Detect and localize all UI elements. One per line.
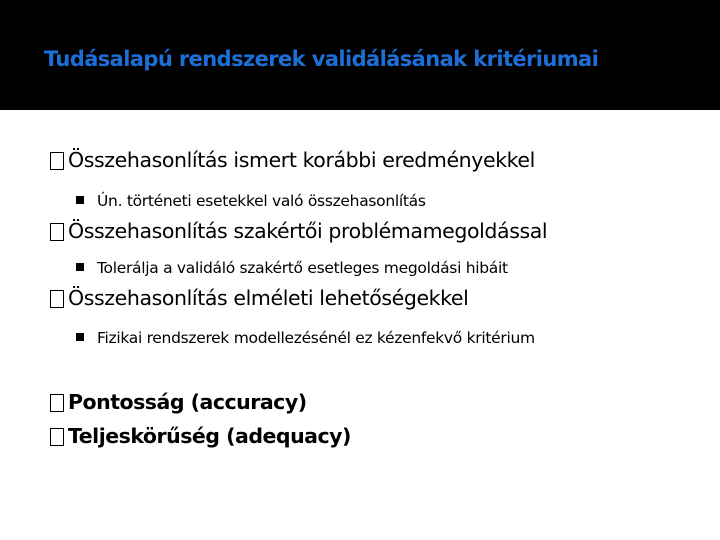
square-bullet-icon [76, 263, 84, 271]
box-icon [50, 428, 64, 446]
bullet-text: Összehasonlítás szakértői problémamegoldással [68, 219, 548, 243]
bullet-item [50, 390, 307, 414]
bullet-text: Összehasonlítás ismert korábbi eredményekkel [68, 148, 535, 172]
slide-title: Tudásalapú rendszerek validálásának kritériumai [44, 47, 599, 71]
square-bullet-icon [76, 196, 84, 204]
bullet-text: Pontosság (accuracy) [68, 390, 307, 414]
bullet-item [50, 286, 468, 310]
sub-bullet-item [76, 259, 508, 277]
sub-bullet-text: Tolerálja a validáló szakértő esetleges megoldási hibáit [97, 259, 508, 277]
bullet-text: Összehasonlítás elméleti lehetőségekkel [68, 286, 469, 310]
square-bullet-icon [76, 333, 84, 341]
bullet-text: Teljeskörűség (adequacy) [68, 424, 351, 448]
sub-bullet-text: Fizikai rendszerek modellezésénél ez kézenfekvő kritérium [97, 329, 535, 347]
sub-bullet-item [76, 192, 426, 210]
bullet-item [50, 148, 535, 172]
bullet-item [50, 219, 547, 243]
sub-bullet-text: Ún. történeti esetekkel való összehasonlítás [97, 192, 426, 210]
box-icon [50, 394, 64, 412]
bullet-item [50, 424, 351, 448]
box-icon [50, 223, 64, 241]
box-icon [50, 290, 64, 308]
box-icon [50, 152, 64, 170]
sub-bullet-item [76, 329, 535, 347]
